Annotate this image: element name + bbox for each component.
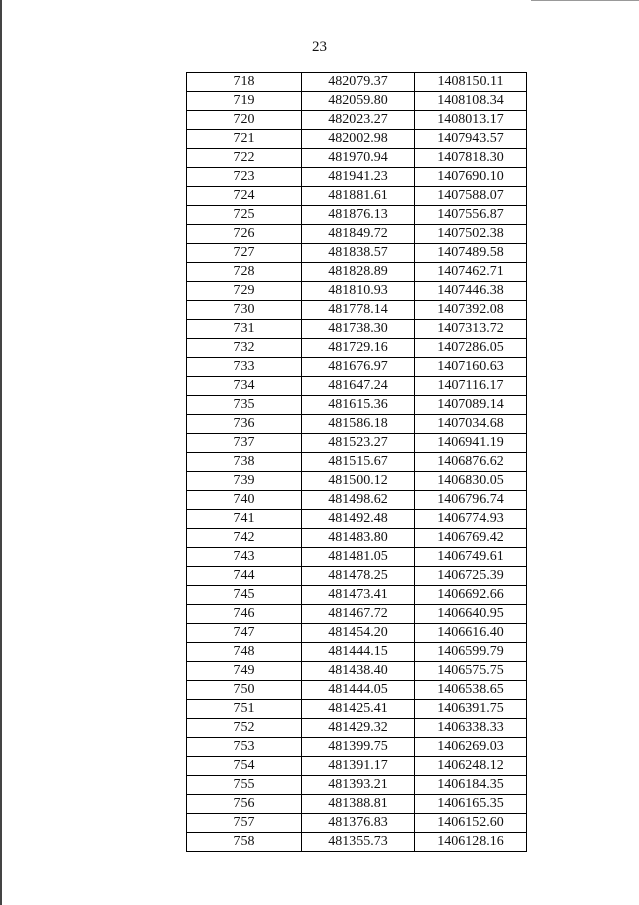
y-coordinate-cell: 1407446.38 [415, 282, 527, 301]
point-number-cell: 722 [187, 149, 302, 168]
x-coordinate-cell: 481676.97 [302, 358, 415, 377]
y-coordinate-cell: 1407489.58 [415, 244, 527, 263]
point-number-cell: 731 [187, 320, 302, 339]
x-coordinate-cell: 481492.48 [302, 510, 415, 529]
table-row [187, 719, 527, 738]
x-coordinate-cell: 481498.62 [302, 491, 415, 510]
x-coordinate-cell: 481876.13 [302, 206, 415, 225]
y-coordinate-cell: 1406692.66 [415, 586, 527, 605]
x-coordinate-cell: 481810.93 [302, 282, 415, 301]
point-number-cell: 749 [187, 662, 302, 681]
y-coordinate-cell: 1406575.75 [415, 662, 527, 681]
x-coordinate-cell: 481500.12 [302, 472, 415, 491]
x-coordinate-cell: 481444.05 [302, 681, 415, 700]
y-coordinate-cell: 1406599.79 [415, 643, 527, 662]
x-coordinate-cell: 481473.41 [302, 586, 415, 605]
x-coordinate-cell: 481454.20 [302, 624, 415, 643]
x-coordinate-cell: 481515.67 [302, 453, 415, 472]
y-coordinate-cell: 1407690.10 [415, 168, 527, 187]
table-row [187, 586, 527, 605]
point-number-cell: 747 [187, 624, 302, 643]
x-coordinate-cell: 481849.72 [302, 225, 415, 244]
x-coordinate-cell: 482079.37 [302, 73, 415, 92]
x-coordinate-cell: 481355.73 [302, 833, 415, 852]
y-coordinate-cell: 1407818.30 [415, 149, 527, 168]
table-row [187, 738, 527, 757]
y-coordinate-cell: 1407502.38 [415, 225, 527, 244]
x-coordinate-cell: 481941.23 [302, 168, 415, 187]
x-coordinate-cell: 481429.32 [302, 719, 415, 738]
x-coordinate-cell: 481483.80 [302, 529, 415, 548]
y-coordinate-cell: 1406616.40 [415, 624, 527, 643]
y-coordinate-cell: 1408150.11 [415, 73, 527, 92]
table-row [187, 776, 527, 795]
y-coordinate-cell: 1406640.95 [415, 605, 527, 624]
table-row [187, 149, 527, 168]
point-number-cell: 736 [187, 415, 302, 434]
point-number-cell: 730 [187, 301, 302, 320]
table-row [187, 301, 527, 320]
y-coordinate-cell: 1406165.35 [415, 795, 527, 814]
point-number-cell: 723 [187, 168, 302, 187]
point-number-cell: 758 [187, 833, 302, 852]
table-row [187, 282, 527, 301]
point-number-cell: 757 [187, 814, 302, 833]
point-number-cell: 720 [187, 111, 302, 130]
y-coordinate-cell: 1407313.72 [415, 320, 527, 339]
y-coordinate-cell: 1407089.14 [415, 396, 527, 415]
scan-left-edge [0, 0, 2, 905]
y-coordinate-cell: 1406941.19 [415, 434, 527, 453]
table-row [187, 244, 527, 263]
point-number-cell: 726 [187, 225, 302, 244]
x-coordinate-cell: 482059.80 [302, 92, 415, 111]
y-coordinate-cell: 1406876.62 [415, 453, 527, 472]
table-row [187, 757, 527, 776]
point-number-cell: 725 [187, 206, 302, 225]
point-number-cell: 729 [187, 282, 302, 301]
x-coordinate-cell: 481586.18 [302, 415, 415, 434]
table-row [187, 415, 527, 434]
coordinates-table-body [187, 73, 527, 852]
x-coordinate-cell: 481838.57 [302, 244, 415, 263]
table-row [187, 434, 527, 453]
table-row [187, 263, 527, 282]
table-row [187, 73, 527, 92]
point-number-cell: 724 [187, 187, 302, 206]
point-number-cell: 753 [187, 738, 302, 757]
y-coordinate-cell: 1406391.75 [415, 700, 527, 719]
y-coordinate-cell: 1408013.17 [415, 111, 527, 130]
point-number-cell: 755 [187, 776, 302, 795]
x-coordinate-cell: 481399.75 [302, 738, 415, 757]
point-number-cell: 718 [187, 73, 302, 92]
y-coordinate-cell: 1406248.12 [415, 757, 527, 776]
x-coordinate-cell: 481970.94 [302, 149, 415, 168]
y-coordinate-cell: 1407160.63 [415, 358, 527, 377]
table-row [187, 187, 527, 206]
y-coordinate-cell: 1407034.68 [415, 415, 527, 434]
x-coordinate-cell: 481647.24 [302, 377, 415, 396]
table-row [187, 377, 527, 396]
x-coordinate-cell: 481738.30 [302, 320, 415, 339]
point-number-cell: 743 [187, 548, 302, 567]
x-coordinate-cell: 481444.15 [302, 643, 415, 662]
x-coordinate-cell: 481778.14 [302, 301, 415, 320]
y-coordinate-cell: 1406774.93 [415, 510, 527, 529]
y-coordinate-cell: 1406796.74 [415, 491, 527, 510]
point-number-cell: 734 [187, 377, 302, 396]
point-number-cell: 739 [187, 472, 302, 491]
point-number-cell: 728 [187, 263, 302, 282]
y-coordinate-cell: 1407943.57 [415, 130, 527, 149]
point-number-cell: 732 [187, 339, 302, 358]
table-row [187, 168, 527, 187]
coordinates-table [186, 72, 527, 852]
table-row [187, 92, 527, 111]
x-coordinate-cell: 481376.83 [302, 814, 415, 833]
y-coordinate-cell: 1407462.71 [415, 263, 527, 282]
y-coordinate-cell: 1407116.17 [415, 377, 527, 396]
table-row [187, 795, 527, 814]
point-number-cell: 748 [187, 643, 302, 662]
table-row [187, 548, 527, 567]
y-coordinate-cell: 1406725.39 [415, 567, 527, 586]
y-coordinate-cell: 1407286.05 [415, 339, 527, 358]
y-coordinate-cell: 1407588.07 [415, 187, 527, 206]
x-coordinate-cell: 481478.25 [302, 567, 415, 586]
y-coordinate-cell: 1406269.03 [415, 738, 527, 757]
point-number-cell: 751 [187, 700, 302, 719]
y-coordinate-cell: 1408108.34 [415, 92, 527, 111]
table-row [187, 662, 527, 681]
table-row [187, 358, 527, 377]
y-coordinate-cell: 1406184.35 [415, 776, 527, 795]
table-row [187, 130, 527, 149]
point-number-cell: 737 [187, 434, 302, 453]
table-row [187, 681, 527, 700]
y-coordinate-cell: 1406830.05 [415, 472, 527, 491]
point-number-cell: 746 [187, 605, 302, 624]
table-row [187, 700, 527, 719]
y-coordinate-cell: 1406338.33 [415, 719, 527, 738]
table-row [187, 453, 527, 472]
y-coordinate-cell: 1407392.08 [415, 301, 527, 320]
table-row [187, 339, 527, 358]
y-coordinate-cell: 1406128.16 [415, 833, 527, 852]
table-row [187, 567, 527, 586]
x-coordinate-cell: 481523.27 [302, 434, 415, 453]
x-coordinate-cell: 481729.16 [302, 339, 415, 358]
x-coordinate-cell: 482023.27 [302, 111, 415, 130]
table-row [187, 225, 527, 244]
table-row [187, 529, 527, 548]
page-number: 23 [312, 39, 327, 55]
point-number-cell: 750 [187, 681, 302, 700]
y-coordinate-cell: 1406152.60 [415, 814, 527, 833]
point-number-cell: 756 [187, 795, 302, 814]
point-number-cell: 733 [187, 358, 302, 377]
x-coordinate-cell: 481393.21 [302, 776, 415, 795]
point-number-cell: 744 [187, 567, 302, 586]
x-coordinate-cell: 481467.72 [302, 605, 415, 624]
table-row [187, 396, 527, 415]
y-coordinate-cell: 1406769.42 [415, 529, 527, 548]
scan-top-mark [531, 0, 639, 1]
table-row [187, 206, 527, 225]
point-number-cell: 721 [187, 130, 302, 149]
x-coordinate-cell: 481438.40 [302, 662, 415, 681]
table-row [187, 510, 527, 529]
point-number-cell: 738 [187, 453, 302, 472]
table-row [187, 814, 527, 833]
x-coordinate-cell: 481828.89 [302, 263, 415, 282]
x-coordinate-cell: 481615.36 [302, 396, 415, 415]
point-number-cell: 727 [187, 244, 302, 263]
y-coordinate-cell: 1406538.65 [415, 681, 527, 700]
table-row [187, 833, 527, 852]
table-row [187, 111, 527, 130]
table-row [187, 491, 527, 510]
point-number-cell: 740 [187, 491, 302, 510]
x-coordinate-cell: 482002.98 [302, 130, 415, 149]
x-coordinate-cell: 481481.05 [302, 548, 415, 567]
y-coordinate-cell: 1406749.61 [415, 548, 527, 567]
x-coordinate-cell: 481391.17 [302, 757, 415, 776]
x-coordinate-cell: 481881.61 [302, 187, 415, 206]
table-row [187, 472, 527, 491]
point-number-cell: 741 [187, 510, 302, 529]
point-number-cell: 745 [187, 586, 302, 605]
x-coordinate-cell: 481425.41 [302, 700, 415, 719]
table-row [187, 643, 527, 662]
point-number-cell: 735 [187, 396, 302, 415]
point-number-cell: 719 [187, 92, 302, 111]
point-number-cell: 754 [187, 757, 302, 776]
table-row [187, 320, 527, 339]
y-coordinate-cell: 1407556.87 [415, 206, 527, 225]
table-row [187, 605, 527, 624]
x-coordinate-cell: 481388.81 [302, 795, 415, 814]
point-number-cell: 742 [187, 529, 302, 548]
table-row [187, 624, 527, 643]
point-number-cell: 752 [187, 719, 302, 738]
